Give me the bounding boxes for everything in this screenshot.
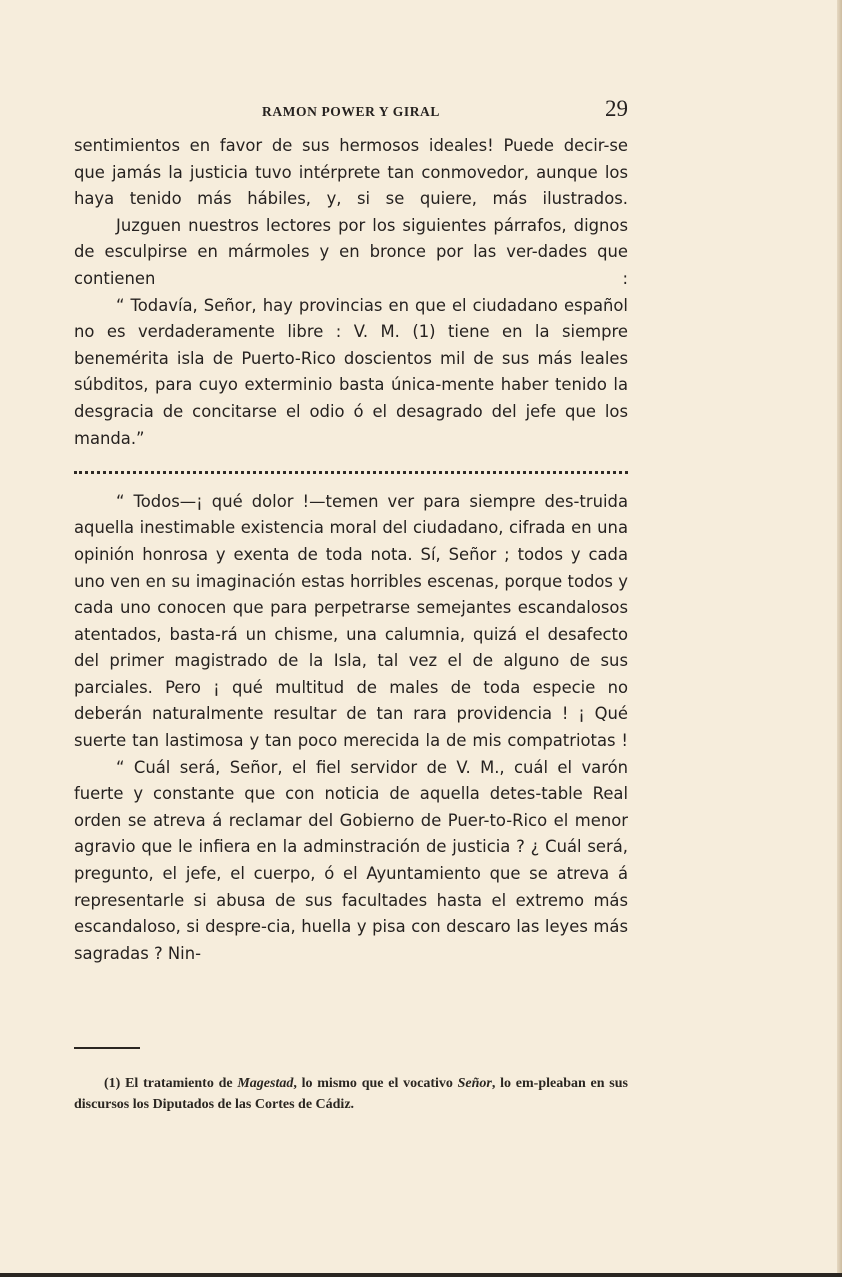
paragraph-5-quote: “ Cuál será, Señor, el fiel servidor de V. M., cuál el varón fuerte y constante que con noticia de aquella detes-table Real orden se atreva á reclamar del Gobierno de Puer-to-Rico el menor agravio que le infiera en la adminstración de justicia ? ¿ Cuál será, pregunto, el jefe, el cuerpo, ó el Ayuntamiento que se atreva á representarle si abusa de sus facultades hasta el extremo más escandaloso, si despre-cia, huella y pisa con descaro las leyes más sagradas ? Nin- bbox=[74, 757, 628, 963]
ellipsis-divider bbox=[74, 456, 628, 483]
paragraph-4-quote: “ Todos—¡ qué dolor !—temen ver para siempre des-truida aquella inestimable existencia moral del ciudadano, cifrada en una opinión honrosa y exenta de toda nota. Sí, Señor ; todos y cada uno ven en su imaginación estas horribles escenas, porque todos y cada uno conocen que para perpetrarse semejantes escandalosos atentados, basta-rá un chisme, una calumnia, quizá el desafecto del primer magistrado de la Isla, tal vez el de alguno de sus parciales. Pero ¡ qué multitud de males de toda especie no deberán naturalmente resultar de tan rara providencia ! ¡ Qué suerte tan lastimosa y tan poco merecida la de mis compatriotas ! bbox=[74, 491, 628, 751]
page-header bbox=[74, 96, 628, 126]
page-number: 29 bbox=[605, 96, 628, 121]
footnote-text-3: , lo em-pleaban en sus discursos los Diputados de las Cortes de Cádiz. bbox=[74, 1076, 628, 1112]
paragraph-1: sentimientos en favor de sus hermosos ideales! Puede decir-se que jamás la justicia tuvo intérprete tan conmovedor, aunque los haya tenido más hábiles, y, si se quiere, más ilustrados. bbox=[74, 136, 628, 209]
paragraph-3-quote: “ Todavía, Señor, hay provincias en que el ciudadano español no es verdaderamente libre : V. M. (1) tiene en la siempre benemérita isla de Puerto-Rico doscientos mil de sus más leales súbditos, para cuyo exterminio basta única-mente haber tenido la desgracia de concitarse el odio ó el desagrado del jefe que los manda.” bbox=[74, 295, 628, 448]
footnote-marker: (1) bbox=[104, 1076, 121, 1091]
footnote-term-magestad: Magestad bbox=[237, 1076, 294, 1091]
footnote-text-2: , lo mismo que el vocativo bbox=[293, 1076, 458, 1091]
footnote bbox=[74, 1073, 628, 1115]
paragraph-2: Juzguen nuestros lectores por los siguientes párrafos, dignos de esculpirse en mármoles y en bronce por las ver-dades que contienen : bbox=[74, 215, 628, 288]
page-edge bbox=[837, 0, 842, 1277]
page-bottom-edge bbox=[0, 1273, 842, 1277]
footnote-text-1: El tratamiento de bbox=[120, 1076, 238, 1091]
footnote-term-senor: Señor bbox=[457, 1076, 492, 1091]
footnote-divider bbox=[74, 1047, 140, 1049]
body-text bbox=[74, 133, 628, 967]
running-head: RAMON POWER Y GIRAL bbox=[261, 104, 441, 119]
